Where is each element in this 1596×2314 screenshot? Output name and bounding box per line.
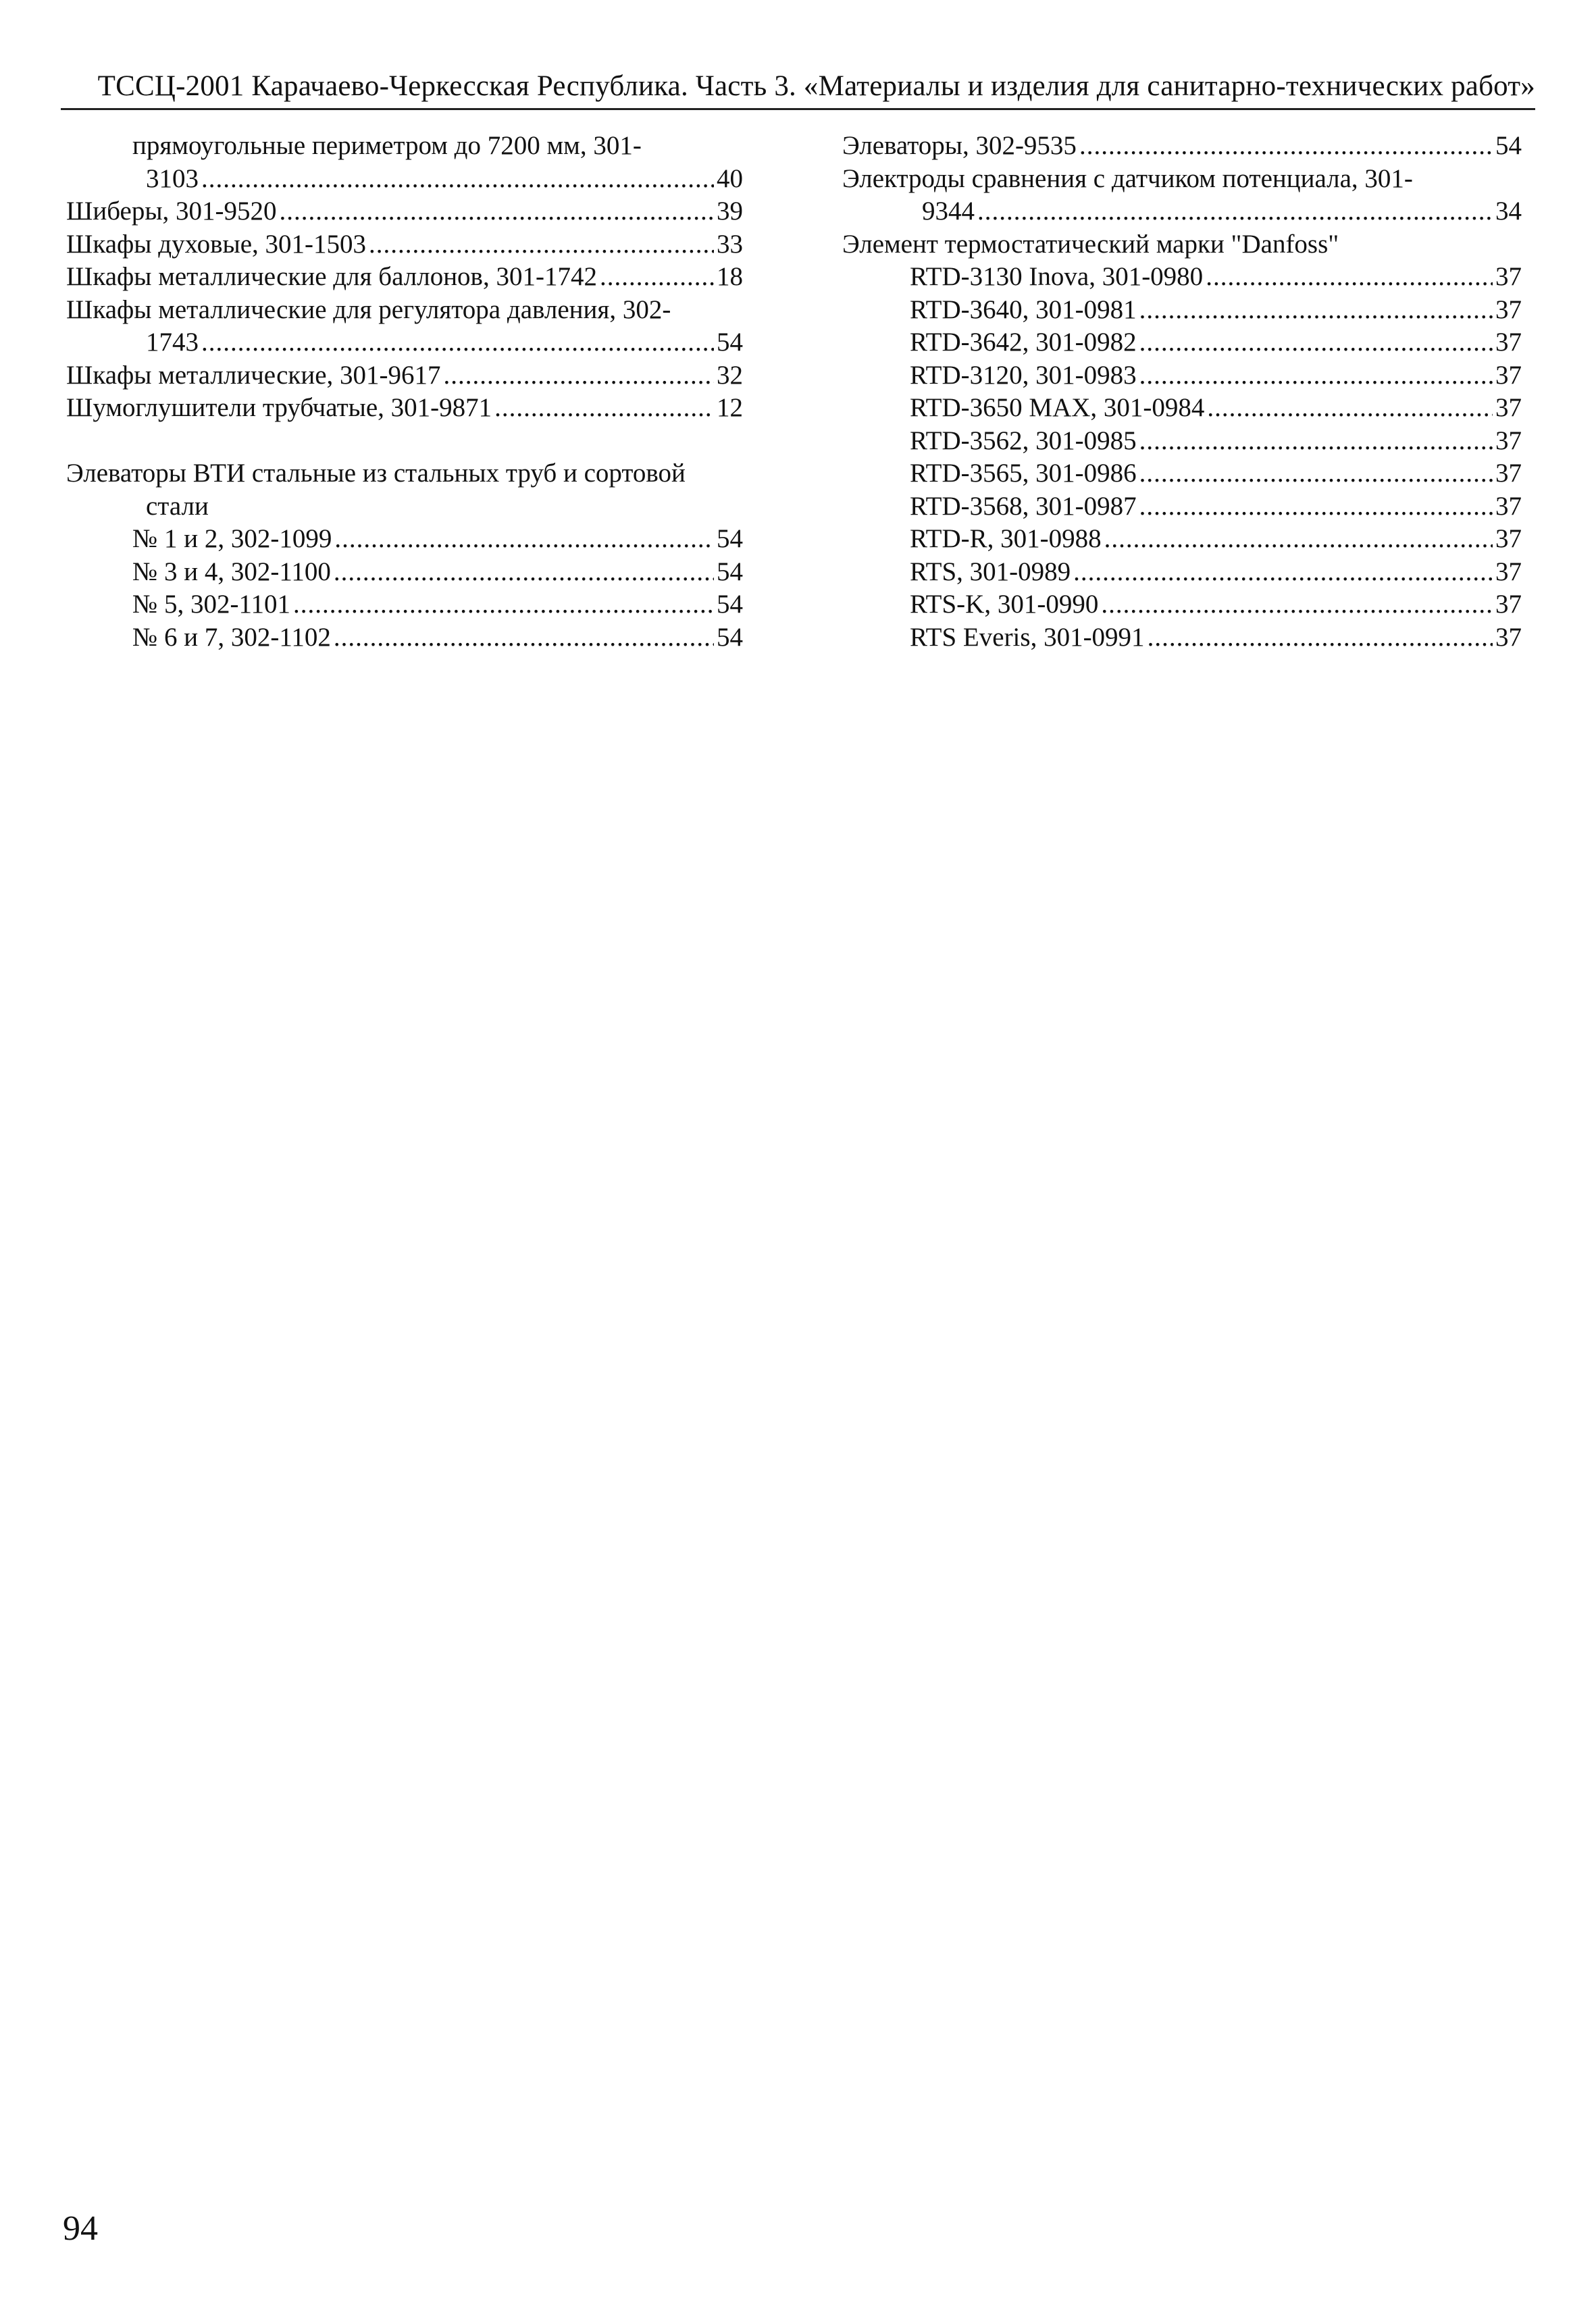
index-subentry <box>842 425 1522 458</box>
index-heading-elevatory-vti-cont: стали <box>146 491 209 521</box>
index-entry-page: 37 <box>1495 426 1522 455</box>
index-entry-text: № 5, 302-1101 <box>132 590 290 619</box>
section-gap <box>66 425 743 458</box>
dot-leader <box>280 195 714 228</box>
index-entry-page: 37 <box>1495 622 1522 652</box>
index-subentry <box>842 588 1522 621</box>
dot-leader <box>1073 556 1493 589</box>
index-entry-page: 33 <box>717 229 743 259</box>
dot-leader <box>1148 621 1493 654</box>
dot-leader <box>1101 588 1493 621</box>
running-header <box>61 65 1535 110</box>
index-entry-page: 32 <box>717 360 743 390</box>
dot-leader <box>444 359 714 392</box>
index-entry-elektrody <box>842 195 1522 228</box>
index-subentry <box>66 556 743 589</box>
index-entry-text: № 3 и 4, 302-1100 <box>132 557 331 586</box>
index-entry-text: 1743 <box>146 328 199 357</box>
index-entry-page: 12 <box>717 393 743 422</box>
dot-leader <box>1139 490 1493 523</box>
index-entry-text: RTD-3568, 301-0987 <box>910 491 1137 521</box>
index-entry-page: 37 <box>1495 590 1522 619</box>
index-entry-shkafy-regulator <box>66 326 743 359</box>
index-subentry <box>842 392 1522 425</box>
index-entry-page: 54 <box>717 622 743 652</box>
index-entry-page: 37 <box>1495 524 1522 553</box>
index-entry-text: № 1 и 2, 302-1099 <box>132 524 332 553</box>
index-entry-text: RTD-3130 Inova, 301-0980 <box>910 262 1204 291</box>
index-entry-text: Шкафы металлические, 301-9617 <box>66 360 441 390</box>
dot-leader <box>1139 425 1493 458</box>
index-entry-page: 37 <box>1495 360 1522 390</box>
index-subentry <box>842 294 1522 327</box>
page-number: 94 <box>63 2209 98 2248</box>
dot-leader <box>369 228 714 261</box>
index-entry-text: RTD-3562, 301-0985 <box>910 426 1137 455</box>
index-entry-page: 37 <box>1495 294 1522 324</box>
index-subentry <box>842 621 1522 654</box>
index-entry-page: 34 <box>1495 197 1522 226</box>
index-entry-text: Элеваторы, 302-9535 <box>842 131 1077 160</box>
index-entry-shumoglushiteli <box>66 392 743 425</box>
index-entry-page: 54 <box>717 557 743 586</box>
index-entry-continuation-line: прямоугольные периметром до 7200 мм, 301- <box>132 131 642 160</box>
index-entry-text: RTD-3642, 301-0982 <box>910 328 1137 357</box>
index-entry-page: 39 <box>717 197 743 226</box>
index-heading-element-danfoss: Элемент термостатический марки "Danfoss" <box>842 229 1339 259</box>
index-entry-text: RTS, 301-0989 <box>910 557 1071 586</box>
index-entry-text: RTD-3120, 301-0983 <box>910 360 1137 390</box>
index-subentry <box>66 621 743 654</box>
index-entry-page: 37 <box>1495 557 1522 586</box>
running-header-title: ТССЦ-2001 Карачаево-Черкесская Республика. Часть 3. «Материалы и изделия для санитарно-технических работ» <box>97 70 1535 102</box>
index-subentry <box>842 326 1522 359</box>
index-column-right <box>842 130 1522 654</box>
index-entry-page: 54 <box>1495 131 1522 160</box>
dot-leader <box>334 523 714 556</box>
index-entry-shibery <box>66 195 743 228</box>
index-subentry <box>66 588 743 621</box>
index-entry-shkafy-regulator-line: Шкафы металлические для регулятора давления, 302- <box>66 294 671 324</box>
index-entry-text: Шиберы, 301-9520 <box>66 197 277 226</box>
index-column-left <box>66 130 743 654</box>
index-entry-page: 37 <box>1495 328 1522 357</box>
index-subentry <box>842 261 1522 294</box>
index-entry-text: RTD-3565, 301-0986 <box>910 459 1137 488</box>
index-entry-page: 37 <box>1495 459 1522 488</box>
index-entry-text: 3103 <box>146 163 199 193</box>
index-entry-elevatory <box>842 130 1522 163</box>
index-entry-page: 54 <box>717 524 743 553</box>
index-entry-text: Шумоглушители трубчатые, 301-9871 <box>66 393 492 422</box>
index-entry-page: 54 <box>717 328 743 357</box>
index-entry-elektrody-line: Электроды сравнения с датчиком потенциала, 301- <box>842 163 1413 193</box>
index-entry-page: 37 <box>1495 393 1522 422</box>
dot-leader <box>334 556 714 589</box>
index-subentry <box>842 359 1522 392</box>
index-entry-text: Шкафы металлические для баллонов, 301-1742 <box>66 262 597 291</box>
index-entry-text: RTD-3650 MAX, 301-0984 <box>910 393 1205 422</box>
dot-leader <box>1139 359 1493 392</box>
index-entry-page: 54 <box>717 590 743 619</box>
index-entry-text: 9344 <box>922 197 975 226</box>
index-entry-shkafy-ballony <box>66 261 743 294</box>
index-subentry <box>842 556 1522 589</box>
dot-leader <box>1206 261 1493 294</box>
dot-leader <box>1079 130 1493 163</box>
index-entry-page: 37 <box>1495 262 1522 291</box>
index-entry-text: RTS Everis, 301-0991 <box>910 622 1145 652</box>
index-entry-text: RTD-3640, 301-0981 <box>910 294 1137 324</box>
dot-leader <box>494 392 714 425</box>
index-entry-text: Шкафы духовые, 301-1503 <box>66 229 367 259</box>
dot-leader <box>293 588 714 621</box>
index-subentry <box>842 523 1522 556</box>
index-subentry <box>842 490 1522 523</box>
dot-leader <box>1139 294 1493 327</box>
index-entry-page: 40 <box>717 163 743 193</box>
dot-leader <box>201 163 714 196</box>
dot-leader <box>977 195 1493 228</box>
index-entry-page: 18 <box>717 262 743 291</box>
index-entry-shkafy-metallicheskie <box>66 359 743 392</box>
index-subentry <box>66 523 743 556</box>
dot-leader <box>1139 326 1493 359</box>
index-entry-text: RTD-R, 301-0988 <box>910 524 1102 553</box>
dot-leader <box>201 326 714 359</box>
dot-leader <box>1207 392 1493 425</box>
index-entry-page: 37 <box>1495 491 1522 521</box>
index-heading-elevatory-vti: Элеваторы ВТИ стальные из стальных труб и сортовой <box>66 459 686 488</box>
index-entry-text: RTS-K, 301-0990 <box>910 590 1099 619</box>
dot-leader <box>1104 523 1493 556</box>
dot-leader <box>600 261 714 294</box>
index-entry-continuation <box>66 163 743 196</box>
index-entry-text: № 6 и 7, 302-1102 <box>132 622 331 652</box>
dot-leader <box>1139 457 1493 490</box>
index-subentry <box>842 457 1522 490</box>
index-entry-shkafy-dukhovye <box>66 228 743 261</box>
dot-leader <box>334 621 714 654</box>
